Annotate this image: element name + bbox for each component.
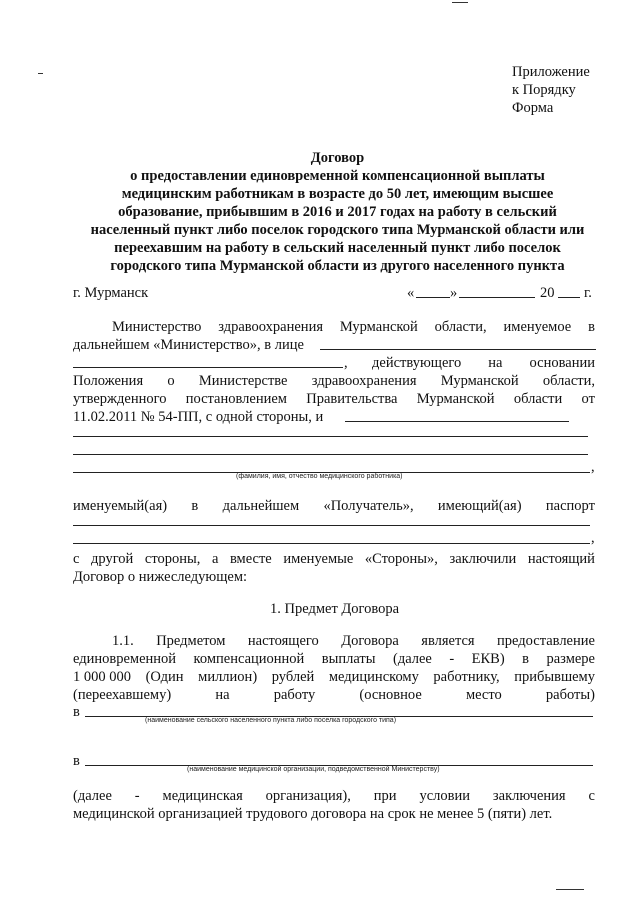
- word: Правительства: [306, 391, 398, 407]
- word: с: [588, 788, 595, 804]
- date-year-blank[interactable]: [558, 297, 580, 298]
- date-quote-open: «: [407, 285, 415, 301]
- date-month-blank[interactable]: [459, 297, 535, 298]
- word: прибывшему: [514, 669, 595, 685]
- word: настоящий: [527, 551, 595, 567]
- word: действующего: [372, 355, 462, 371]
- para1-comma: ,: [344, 355, 348, 371]
- word: (далее: [73, 788, 112, 804]
- word: паспорт: [545, 498, 595, 514]
- passport-comma: ,: [591, 530, 595, 546]
- section1-line-3: [73, 668, 595, 686]
- place-label: г. Мурманск: [73, 285, 149, 301]
- word: предоставление: [497, 633, 595, 649]
- word: области,: [542, 373, 595, 389]
- word: именуемое: [503, 319, 572, 335]
- para1-line-5: [73, 390, 595, 408]
- word: единовременной: [73, 651, 177, 667]
- word: о: [167, 373, 175, 389]
- scan-mark-bottom: [556, 889, 584, 890]
- representative-blank-cont[interactable]: [73, 367, 343, 368]
- word: основании: [529, 355, 595, 371]
- word: в: [588, 319, 595, 335]
- word: на: [215, 687, 230, 703]
- recipient-blank-2[interactable]: [73, 436, 588, 437]
- para2-line-1: [73, 497, 595, 515]
- document-title: Договор: [310, 150, 365, 166]
- word: (Один: [145, 669, 184, 685]
- passport-blank-2[interactable]: [73, 543, 590, 544]
- para1-line-1: [112, 318, 595, 336]
- section1-line-5: [73, 787, 595, 805]
- word: с: [73, 551, 80, 567]
- word: стороны,: [144, 551, 201, 567]
- recipient-name-comma: ,: [591, 459, 595, 475]
- para2-line-4: Договор о нижеследующем:: [73, 569, 248, 585]
- annex-line-2: к Порядку: [512, 82, 576, 98]
- word: миллион): [198, 669, 258, 685]
- word: здравоохранения: [218, 319, 324, 335]
- annex-line-1: Приложение: [512, 64, 590, 80]
- word: имеющий(ая): [437, 498, 522, 514]
- word: в: [191, 498, 199, 514]
- para1-line-2: дальнейшем «Министерство», в лице: [73, 337, 304, 353]
- settlement-prefix: в: [73, 704, 80, 720]
- annex-line-3: Форма: [512, 100, 554, 116]
- word: Мурманской: [339, 319, 418, 335]
- word: медицинскому: [328, 669, 419, 685]
- word: Министерство: [112, 319, 202, 335]
- word: Мурманской: [416, 391, 495, 407]
- word: области: [513, 391, 563, 407]
- title-line: о предоставлении единовременной компенсационной выплаты: [130, 168, 545, 184]
- title-line: медицинским работникам в возрасте до 50 лет, имеющим высшее: [121, 186, 554, 202]
- scan-mark-top: [452, 2, 468, 3]
- section-heading: 1. Предмет Договора: [270, 601, 400, 617]
- word: вместе: [229, 551, 272, 567]
- title-line: переехавшим на работу в сельский населенный пункт либо поселок: [114, 240, 561, 256]
- title-line: образование, прибывшим в 2016 и 2017 годах на работу в сельский: [118, 204, 557, 220]
- word: настоящего: [247, 633, 319, 649]
- word: ЕКВ): [471, 651, 505, 667]
- word: Договора: [341, 633, 399, 649]
- word: в: [522, 651, 530, 667]
- word: именуемый(ая): [73, 498, 168, 514]
- recipient-blank-1[interactable]: [345, 421, 569, 422]
- representative-blank[interactable]: [320, 349, 596, 350]
- settlement-caption: (наименование сельского населенного пункта либо поселка городского типа): [145, 717, 397, 724]
- word: области,: [434, 319, 487, 335]
- date-day-blank[interactable]: [416, 297, 450, 298]
- date-year-suffix: г.: [584, 285, 592, 301]
- word: при: [373, 788, 397, 804]
- word: постановлением: [185, 391, 287, 407]
- word: условии: [419, 788, 471, 804]
- word: организация),: [265, 788, 351, 804]
- word: заключения: [492, 788, 566, 804]
- word: Мурманской: [440, 373, 519, 389]
- word: «Стороны»,: [364, 551, 438, 567]
- word: выплаты: [321, 651, 376, 667]
- word: здравоохранения: [311, 373, 417, 389]
- word: Министерстве: [198, 373, 288, 389]
- word: а: [211, 551, 219, 567]
- word: дальнейшем: [222, 498, 300, 514]
- word: -: [134, 788, 140, 804]
- word: медицинская: [162, 788, 243, 804]
- date-year-prefix: 20: [540, 285, 555, 301]
- word: Положения: [73, 373, 144, 389]
- word: является: [421, 633, 475, 649]
- word: 1.1.: [112, 633, 134, 649]
- title-line: городского типа Мурманской области из другого населенного пункта: [110, 258, 565, 274]
- recipient-blank-3[interactable]: [73, 454, 588, 455]
- word: работы): [545, 687, 595, 703]
- organization-prefix: в: [73, 753, 80, 769]
- word: компенсационной: [193, 651, 305, 667]
- para1-line-4: [73, 372, 595, 390]
- date-quote-close: »: [450, 285, 458, 301]
- organization-caption: (наименование медицинской организации, подведомственной Министерству): [187, 766, 440, 773]
- para2-line-3: [73, 550, 595, 568]
- title-line: населенный пункт либо поселок городского типа Мурманской области или: [90, 222, 585, 238]
- para1-line-6: 11.02.2011 № 54-ПП, с одной стороны, и: [73, 409, 324, 425]
- word: -: [449, 651, 455, 667]
- word: (основное: [359, 687, 422, 703]
- recipient-name-caption: (фамилия, имя, отчество медицинского работника): [236, 473, 403, 480]
- word: заключили: [449, 551, 517, 567]
- word: (переехавшему): [73, 687, 172, 703]
- word: именуемые: [283, 551, 354, 567]
- section1-line-1: [112, 632, 595, 650]
- word: другой: [91, 551, 134, 567]
- section1-line-2: [73, 650, 595, 668]
- scan-mark-left: [38, 73, 43, 74]
- word: (далее: [392, 651, 432, 667]
- word: место: [465, 687, 502, 703]
- word: на: [488, 355, 503, 371]
- word: работнику,: [433, 669, 500, 685]
- word: работу: [273, 687, 316, 703]
- section1-line-4: [73, 686, 595, 704]
- passport-blank-1[interactable]: [73, 525, 590, 526]
- word: 1 000 000: [73, 669, 131, 685]
- word: Предметом: [156, 633, 226, 649]
- section1-line-6: медицинской организацией трудового договора на срок не менее 5 (пяти) лет.: [73, 806, 553, 822]
- word: утвержденного: [73, 391, 167, 407]
- word: от: [581, 391, 595, 407]
- word: «Получатель»,: [323, 498, 414, 514]
- word: размере: [546, 651, 595, 667]
- para1-line-3: [372, 354, 595, 372]
- word: рублей: [271, 669, 315, 685]
